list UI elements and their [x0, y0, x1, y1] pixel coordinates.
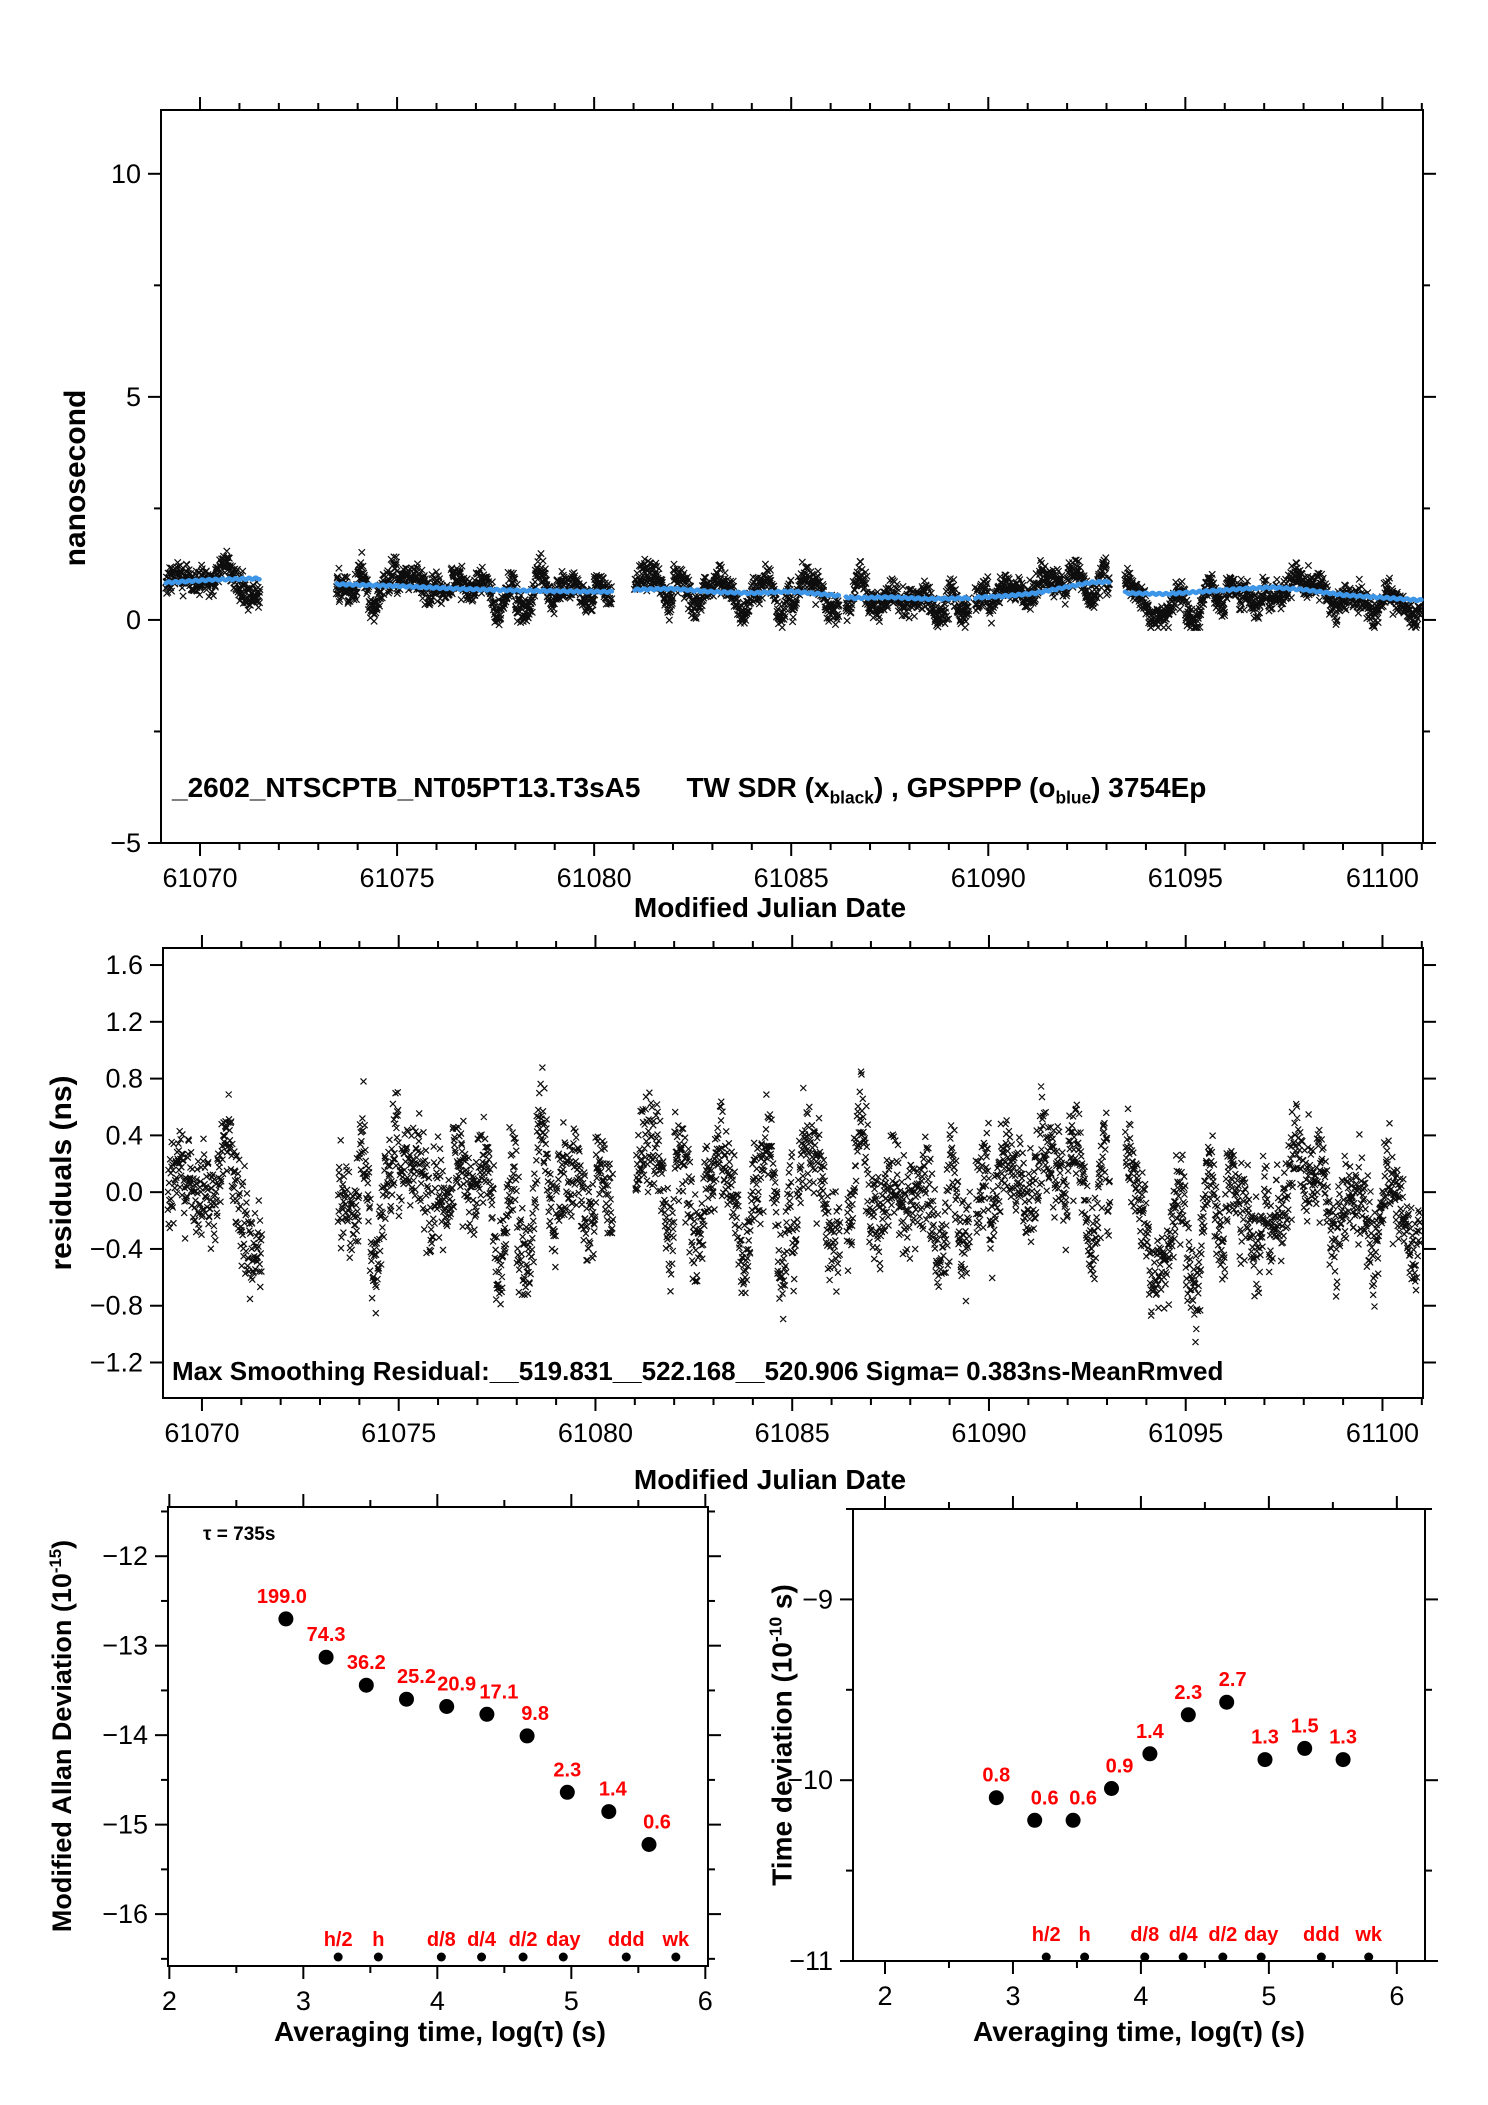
svg-text:1.4: 1.4: [598, 1778, 627, 1801]
svg-text:h: h: [1078, 1924, 1091, 1946]
svg-text:36.2: 36.2: [346, 1652, 386, 1675]
svg-text:61075: 61075: [361, 1418, 437, 1448]
svg-text:10: 10: [110, 158, 141, 189]
tdev-panel: [787, 1496, 1438, 2011]
svg-text:wk: wk: [1355, 1924, 1383, 1946]
svg-text:−14: −14: [102, 1720, 148, 1751]
svg-text:2.7: 2.7: [1218, 1669, 1247, 1692]
gps-subscript: blue: [1055, 787, 1092, 808]
residual-y-axis-label: residuals (ns): [45, 1075, 78, 1271]
svg-text:5: 5: [125, 381, 141, 412]
top-x-axis-label: Modified Julian Date: [633, 892, 907, 923]
svg-text:0.8: 0.8: [105, 1063, 143, 1094]
svg-text:day: day: [1243, 1924, 1279, 1946]
svg-text:d/2: d/2: [1208, 1924, 1238, 1946]
svg-text:−13: −13: [102, 1630, 148, 1661]
svg-text:d/2: d/2: [508, 1929, 538, 1951]
mdev-y-axis-label: Modified Allan Deviation $(10^{-15})$: [46, 1539, 77, 1933]
svg-text:6: 6: [1389, 1981, 1405, 2011]
svg-text:5: 5: [563, 1986, 579, 2016]
svg-text:3: 3: [295, 1986, 311, 2016]
svg-text:−12: −12: [102, 1541, 148, 1572]
tdev-y-axis-label: Time deviation ($10^{-10}$ s): [765, 1584, 798, 1886]
svg-text:0.8: 0.8: [982, 1764, 1011, 1787]
svg-text:9.8: 9.8: [521, 1702, 550, 1725]
svg-text:d/8: d/8: [1130, 1924, 1160, 1946]
svg-text:d/4: d/4: [467, 1929, 497, 1951]
svg-text:−11: −11: [789, 1946, 833, 1976]
svg-text:2: 2: [161, 1986, 177, 2016]
mdev-exponent: -15: [46, 1548, 65, 1574]
svg-text:199.0: 199.0: [256, 1585, 307, 1608]
mdev-panel: [102, 1494, 721, 2016]
tw-subscript: black: [829, 787, 874, 808]
svg-text:−0.8: −0.8: [89, 1290, 143, 1321]
svg-text:0: 0: [125, 604, 141, 635]
svg-text:1.2: 1.2: [105, 1006, 143, 1037]
svg-text:0.4: 0.4: [105, 1120, 143, 1151]
svg-text:−16: −16: [102, 1899, 148, 1930]
svg-text:61100: 61100: [1345, 863, 1419, 893]
svg-text:h: h: [372, 1929, 385, 1951]
svg-text:25.2: 25.2: [397, 1666, 436, 1689]
svg-text:61070: 61070: [164, 1418, 240, 1448]
svg-text:0.6: 0.6: [1030, 1787, 1059, 1810]
top-panel-title: [172, 772, 1206, 809]
svg-text:2.3: 2.3: [553, 1759, 582, 1782]
svg-text:61090: 61090: [950, 863, 1026, 893]
svg-text:0.6: 0.6: [643, 1811, 671, 1834]
svg-text:61085: 61085: [753, 863, 829, 893]
svg-text:0.9: 0.9: [1105, 1755, 1134, 1778]
svg-text:5: 5: [1261, 1981, 1277, 2011]
svg-text:day: day: [546, 1929, 581, 1951]
svg-text:20.9: 20.9: [437, 1673, 477, 1696]
svg-text:61090: 61090: [951, 1418, 1027, 1448]
svg-text:1.5: 1.5: [1290, 1715, 1319, 1738]
svg-text:17.1: 17.1: [479, 1681, 519, 1704]
svg-text:−1.2: −1.2: [89, 1347, 143, 1378]
svg-text:0.6: 0.6: [1069, 1787, 1098, 1810]
svg-text:1.4: 1.4: [1135, 1720, 1164, 1743]
svg-text:6: 6: [697, 1986, 713, 2016]
svg-text:d/4: d/4: [1168, 1924, 1198, 1946]
svg-text:61075: 61075: [359, 863, 435, 893]
svg-text:61095: 61095: [1148, 1418, 1224, 1448]
mdev-x-axis-label: Averaging time, log(τ) (s): [274, 2016, 606, 2047]
svg-text:4: 4: [1133, 1981, 1149, 2011]
svg-text:61080: 61080: [557, 1418, 634, 1448]
svg-text:4: 4: [429, 1986, 445, 2016]
svg-text:2: 2: [877, 1981, 893, 2011]
svg-text:0.0: 0.0: [105, 1177, 143, 1208]
svg-text:−9: −9: [802, 1584, 833, 1615]
svg-text:74.3: 74.3: [306, 1624, 346, 1647]
svg-text:3: 3: [1005, 1981, 1021, 2011]
svg-text:d/8: d/8: [426, 1929, 456, 1951]
svg-text:ddd: ddd: [1303, 1924, 1340, 1946]
svg-text:61080: 61080: [556, 863, 632, 893]
svg-text:61085: 61085: [754, 1418, 830, 1448]
link-id-label: _2602_NTSCPTB_NT05PT13.T3sA5: [172, 772, 641, 803]
max-smoothing-annotation: Max Smoothing Residual:__519.831__522.168__520.906 Sigma= 0.383ns-MeanRmved: [172, 1356, 1224, 1386]
svg-text:−5: −5: [110, 828, 141, 858]
series-legend-label: TW SDR $(x_{black})$ , GPSPPP $(o_{blue})$ 3754Ep: [686, 772, 1207, 808]
svg-text:1.6: 1.6: [105, 950, 143, 981]
svg-text:−15: −15: [102, 1809, 148, 1840]
svg-text:1.3: 1.3: [1329, 1726, 1358, 1749]
svg-text:2.3: 2.3: [1174, 1681, 1203, 1704]
svg-text:ddd: ddd: [607, 1929, 645, 1951]
svg-text:1.3: 1.3: [1251, 1726, 1279, 1749]
svg-text:61070: 61070: [162, 863, 238, 893]
tdev-x-axis-label: Averaging time, log(τ) (s): [973, 2016, 1305, 2047]
svg-text:h/2: h/2: [323, 1929, 353, 1951]
top-y-axis-label: nanosecond: [59, 389, 92, 567]
svg-text:61100: 61100: [1345, 1418, 1420, 1448]
tau-annotation: τ = 735s: [203, 1524, 276, 1545]
svg-text:h/2: h/2: [1031, 1924, 1061, 1946]
svg-text:−0.4: −0.4: [89, 1233, 143, 1264]
svg-text:61095: 61095: [1147, 863, 1223, 893]
tdev-exponent: -10: [765, 1616, 786, 1642]
svg-text:wk: wk: [662, 1929, 690, 1951]
svg-text:−10: −10: [787, 1765, 833, 1796]
residual-x-axis-label: Modified Julian Date: [633, 1464, 907, 1495]
